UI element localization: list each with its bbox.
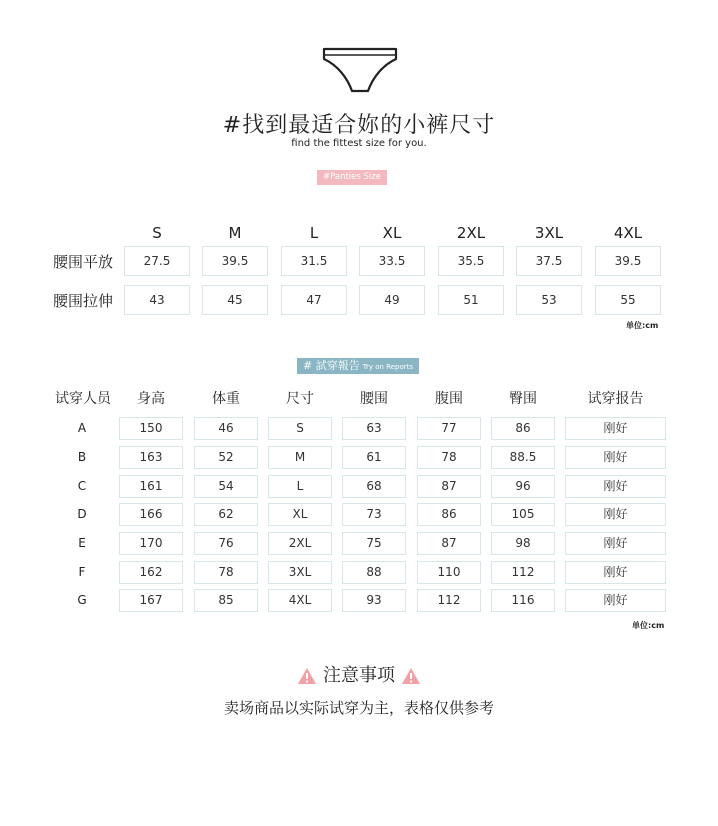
try-on-report-tag — [297, 358, 419, 374]
report-row-label: C — [77, 479, 87, 493]
page-title: #找到最适合妳的小裤尺寸 — [222, 113, 496, 138]
report-cell: 170 — [119, 532, 183, 555]
report-cell: 163 — [119, 446, 183, 469]
report-header: 试穿报告 — [587, 391, 644, 407]
report-cell: 刚好 — [565, 561, 666, 584]
report-cell: 62 — [194, 503, 258, 526]
report-cell: 52 — [194, 446, 258, 469]
report-row-label: A — [77, 421, 87, 435]
report-tag-sublabel: Try on Reports — [362, 363, 414, 371]
report-cell: 刚好 — [565, 475, 666, 498]
size-row-label: 腰围平放 — [53, 253, 114, 271]
report-cell: 46 — [194, 417, 258, 440]
report-cell: 110 — [417, 561, 481, 584]
report-cell: 刚好 — [565, 503, 666, 526]
size-cell: 51 — [438, 285, 504, 315]
notice-text: 卖场商品以实际试穿为主，表格仅供参考 — [223, 699, 494, 717]
report-cell: 162 — [119, 561, 183, 584]
report-header: 体重 — [212, 391, 240, 407]
size-cell: 47 — [281, 285, 347, 315]
report-cell: 93 — [342, 589, 406, 612]
warning-triangle-icon — [297, 667, 317, 685]
report-header: 臀围 — [509, 391, 537, 407]
report-row-label: D — [77, 507, 87, 521]
report-cell: 161 — [119, 475, 183, 498]
size-cell: 27.5 — [124, 246, 190, 276]
report-cell: 刚好 — [565, 589, 666, 612]
report-cell: 54 — [194, 475, 258, 498]
report-cell: 刚好 — [565, 532, 666, 555]
warning-triangle-icon — [401, 667, 421, 685]
size-header-xl: XL — [382, 224, 402, 242]
report-cell: 75 — [342, 532, 406, 555]
report-header: 试穿人员 — [55, 391, 111, 407]
size-cell: 45 — [202, 285, 268, 315]
report-cell: 88.5 — [491, 446, 555, 469]
report-header: 腹围 — [435, 391, 463, 407]
size-cell: 55 — [595, 285, 661, 315]
report-cell: 86 — [491, 417, 555, 440]
size-cell: 43 — [124, 285, 190, 315]
page-subtitle: find the fittest size for you. — [291, 138, 427, 149]
report-cell: 刚好 — [565, 446, 666, 469]
report-cell: 98 — [491, 532, 555, 555]
report-cell: 166 — [119, 503, 183, 526]
size-cell: 33.5 — [359, 246, 425, 276]
size-header-3xl: 3XL — [534, 224, 564, 242]
report-row-label: B — [77, 450, 87, 464]
report-cell: 63 — [342, 417, 406, 440]
report-header: 腰围 — [360, 391, 388, 407]
report-cell: 73 — [342, 503, 406, 526]
report-row-label: E — [78, 536, 86, 550]
report-cell: 4XL — [268, 589, 332, 612]
report-cell: M — [268, 446, 332, 469]
report-cell: 105 — [491, 503, 555, 526]
report-cell: 刚好 — [565, 417, 666, 440]
size-cell: 53 — [516, 285, 582, 315]
report-tag-label: # 試穿報告 — [303, 359, 360, 372]
report-row-label: G — [77, 593, 87, 607]
report-cell: 150 — [119, 417, 183, 440]
report-cell: 88 — [342, 561, 406, 584]
report-row-label: F — [78, 565, 86, 579]
size-cell: 39.5 — [202, 246, 268, 276]
report-cell: 76 — [194, 532, 258, 555]
report-header: 身高 — [137, 391, 165, 407]
notice-title: 注意事项 — [323, 665, 395, 686]
size-header-l: L — [309, 224, 319, 242]
report-cell: XL — [268, 503, 332, 526]
report-cell: 3XL — [268, 561, 332, 584]
size-header-s: S — [152, 224, 162, 242]
notice-heading — [0, 661, 718, 687]
report-cell: 77 — [417, 417, 481, 440]
size-row-label: 腰围拉伸 — [53, 292, 114, 310]
report-cell: 167 — [119, 589, 183, 612]
report-cell: 112 — [417, 589, 481, 612]
report-cell: 2XL — [268, 532, 332, 555]
report-cell: 68 — [342, 475, 406, 498]
report-cell: 87 — [417, 475, 481, 498]
size-header-m: M — [228, 224, 242, 242]
report-cell: 116 — [491, 589, 555, 612]
report-header: 尺寸 — [286, 391, 314, 407]
report-cell: 85 — [194, 589, 258, 612]
size-header-4xl: 4XL — [613, 224, 643, 242]
report-cell: 86 — [417, 503, 481, 526]
size-header-2xl: 2XL — [456, 224, 486, 242]
report-cell: 78 — [417, 446, 481, 469]
report-cell: 78 — [194, 561, 258, 584]
report-table-unit: 单位:cm — [632, 621, 665, 630]
size-cell: 49 — [359, 285, 425, 315]
report-cell: 112 — [491, 561, 555, 584]
size-table-unit: 单位:cm — [626, 321, 659, 330]
report-cell: 96 — [491, 475, 555, 498]
size-cell: 37.5 — [516, 246, 582, 276]
size-cell: 31.5 — [281, 246, 347, 276]
report-cell: L — [268, 475, 332, 498]
report-cell: 87 — [417, 532, 481, 555]
size-cell: 35.5 — [438, 246, 504, 276]
panties-icon — [321, 45, 399, 95]
report-cell: S — [268, 417, 332, 440]
size-cell: 39.5 — [595, 246, 661, 276]
report-cell: 61 — [342, 446, 406, 469]
panties-size-tag: #Panties Size — [317, 170, 387, 185]
